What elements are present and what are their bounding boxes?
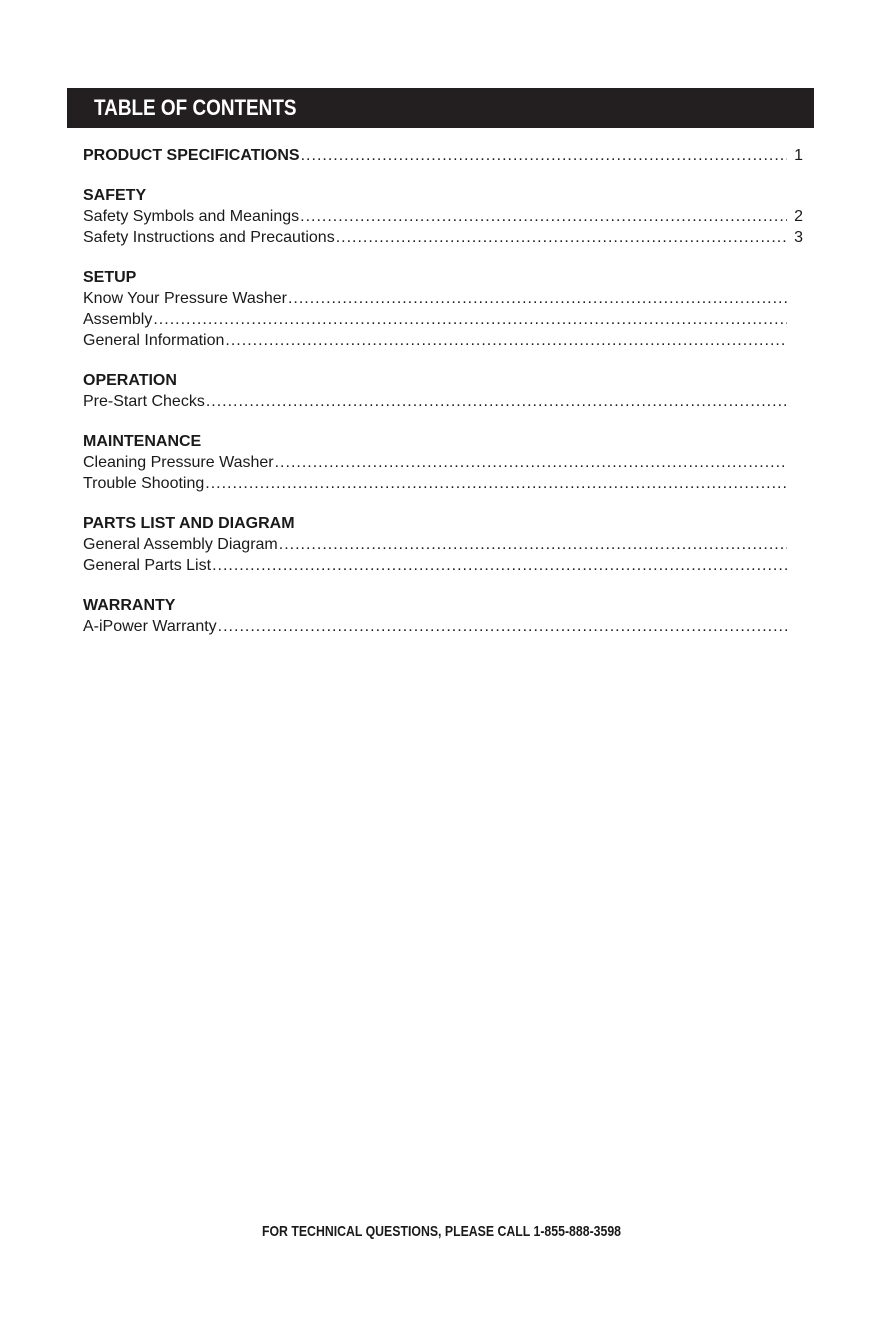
toc-entry-cleaning-pressure-washer[interactable]: [83, 452, 803, 473]
section-heading-safety: SAFETY: [83, 187, 147, 204]
dot-leader: [279, 534, 787, 555]
section-heading-warranty: WARRANTY: [83, 597, 176, 614]
toc-entry-page: 1: [794, 147, 803, 164]
toc-entry-label: General Parts List: [83, 557, 212, 574]
toc-entry-label: Pre-Start Checks: [83, 393, 205, 410]
toc-entry-label: Assembly: [83, 311, 153, 328]
toc-section-warranty: [83, 595, 803, 637]
toc-section-setup: [83, 267, 803, 351]
toc-entry-trouble-shooting[interactable]: [83, 473, 803, 494]
dot-leader: [336, 227, 787, 248]
title-bar: [67, 88, 814, 128]
toc-entry-page: 2: [794, 208, 803, 225]
toc-entry-label: General Assembly Diagram: [83, 536, 278, 553]
toc-entry-general-assembly-diagram[interactable]: [83, 534, 803, 555]
dot-leader: [275, 452, 787, 473]
section-heading-maintenance: MAINTENANCE: [83, 433, 202, 450]
toc-entry-safety-symbols[interactable]: [83, 206, 803, 227]
toc-section-operation: [83, 370, 803, 412]
toc-entry-label: General Information: [83, 332, 225, 349]
toc-entry-pre-start-checks[interactable]: [83, 391, 803, 412]
dot-leader: [205, 473, 787, 494]
toc-entry-general-information[interactable]: [83, 330, 803, 351]
toc-entry-know-your-pressure-washer[interactable]: [83, 288, 803, 309]
toc-entry-label: PRODUCT SPECIFICATIONS: [83, 147, 300, 164]
dot-leader: [206, 391, 787, 412]
dot-leader: [288, 288, 787, 309]
toc-entry-label: Trouble Shooting: [83, 475, 205, 492]
page-title: TABLE OF CONTENTS: [94, 95, 297, 120]
toc-entry-general-parts-list[interactable]: [83, 555, 803, 576]
toc-entry-label: Safety Symbols and Meanings: [83, 208, 300, 225]
toc-entry-assembly[interactable]: [83, 309, 803, 330]
toc-section-maintenance: [83, 431, 803, 494]
toc-entry-safety-instructions[interactable]: [83, 227, 803, 248]
dot-leader: [218, 616, 787, 637]
toc-entry-label: Cleaning Pressure Washer: [83, 454, 274, 471]
table-of-contents: [83, 145, 803, 656]
toc-entry-page: 3: [794, 229, 803, 246]
dot-leader: [212, 555, 787, 576]
section-heading-operation: OPERATION: [83, 372, 177, 389]
section-heading-setup: SETUP: [83, 269, 137, 286]
toc-section-safety: [83, 185, 803, 248]
toc-entry-label: Know Your Pressure Washer: [83, 290, 287, 307]
dot-leader: [153, 309, 787, 330]
toc-section-parts: [83, 513, 803, 576]
toc-section-product-specifications: [83, 145, 803, 166]
dot-leader: [301, 145, 787, 166]
technical-support-footer: FOR TECHNICAL QUESTIONS, PLEASE CALL 1-855-888-3598: [261, 1223, 622, 1240]
toc-entry-label: A-iPower Warranty: [83, 618, 217, 635]
toc-entry-product-specifications[interactable]: [83, 145, 803, 166]
section-heading-parts: PARTS LIST AND DIAGRAM: [83, 515, 295, 532]
toc-entry-a-ipower-warranty[interactable]: [83, 616, 803, 637]
dot-leader: [225, 330, 787, 351]
dot-leader: [300, 206, 787, 227]
toc-entry-label: Safety Instructions and Precautions: [83, 229, 335, 246]
